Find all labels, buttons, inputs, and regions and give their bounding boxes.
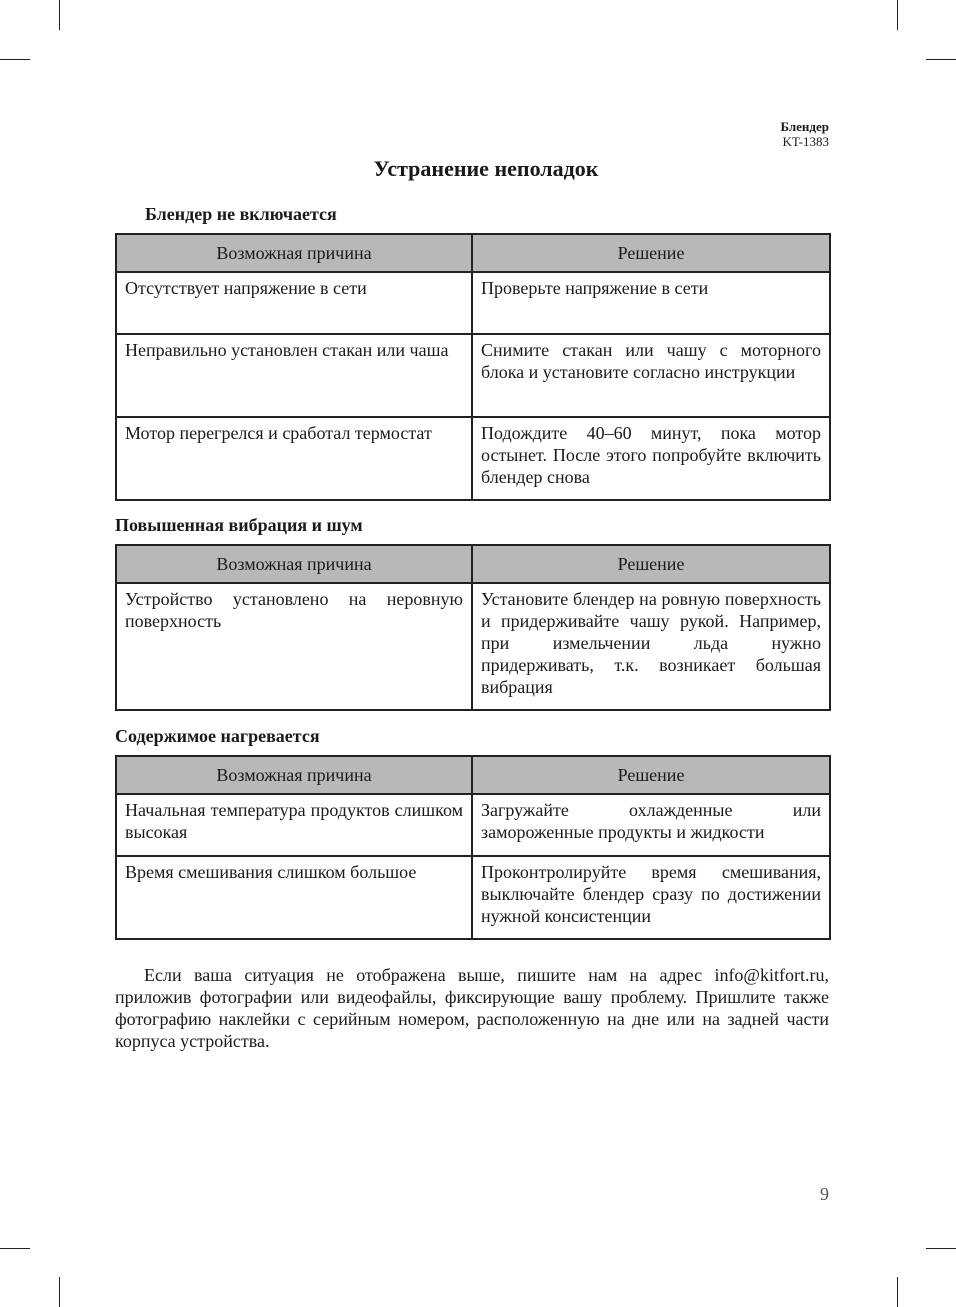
contact-paragraph: Если ваша ситуация не отображена выше, пишите нам на адрес info@kitfort.ru, приложив фотографии или видеофайлы, фиксирующие вашу проблему. Пришлите также фотографию наклейки с серийным номером, расположенную на дне или на задней части корпуса устройства. xyxy=(115,965,829,1051)
section-title: Блендер не включается xyxy=(145,204,337,224)
solution-cell: Снимите стакан или чашу с моторного блока и установите согласно инструкции xyxy=(472,334,830,417)
solution-cell: Установите блендер на ровную поверхность и придерживайте чашу рукой. Например, при измельчении льда нужно придерживать, т.к. возникает большая вибрация xyxy=(472,583,830,710)
cause-cell: Отсутствует напряжение в сети xyxy=(116,272,472,334)
column-header-solution: Решение xyxy=(472,756,830,794)
table-row xyxy=(116,272,830,334)
column-header-cause: Возможная причина xyxy=(116,545,472,583)
page-title: Устранение неполадок xyxy=(373,156,599,181)
solution-cell: Проверьте напряжение в сети xyxy=(472,272,830,334)
column-header-cause: Возможная причина xyxy=(116,756,472,794)
cause-cell: Устройство установлено на неровную поверхность xyxy=(116,583,472,710)
header-model: KT-1383 xyxy=(782,134,829,149)
section-title: Повышенная вибрация и шум xyxy=(115,515,363,535)
table-row xyxy=(116,417,830,500)
crop-mark xyxy=(926,1248,956,1249)
column-header-solution: Решение xyxy=(472,545,830,583)
table-row xyxy=(116,794,830,856)
page-number: 9 xyxy=(820,1184,829,1204)
table-header-row xyxy=(116,545,830,583)
crop-mark xyxy=(926,59,956,60)
crop-mark xyxy=(897,1277,898,1307)
table-row xyxy=(116,583,830,710)
solution-cell: Подождите 40–60 минут, пока мотор остынет. После этого попробуйте включить блендер снова xyxy=(472,417,830,500)
crop-mark xyxy=(59,0,60,30)
crop-mark xyxy=(0,1248,30,1249)
crop-mark xyxy=(59,1277,60,1307)
column-header-cause: Возможная причина xyxy=(116,234,472,272)
section-title: Содержимое нагревается xyxy=(115,726,320,746)
troubleshooting-table xyxy=(115,755,831,940)
column-header-solution: Решение xyxy=(472,234,830,272)
cause-cell: Время смешивания слишком большое xyxy=(116,856,472,939)
table-header-row xyxy=(116,756,830,794)
crop-mark xyxy=(897,0,898,30)
solution-cell: Проконтролируйте время смешивания, выключайте блендер сразу по достижении нужной консистенции xyxy=(472,856,830,939)
table-row xyxy=(116,334,830,417)
table-row xyxy=(116,856,830,939)
cause-cell: Начальная температура продуктов слишком высокая xyxy=(116,794,472,856)
table-header-row xyxy=(116,234,830,272)
cause-cell: Мотор перегрелся и сработал термостат xyxy=(116,417,472,500)
troubleshooting-table xyxy=(115,544,831,711)
crop-mark xyxy=(0,59,30,60)
cause-cell: Неправильно установлен стакан или чаша xyxy=(116,334,472,417)
running-header xyxy=(780,119,829,149)
header-product-name: Блендер xyxy=(780,119,829,134)
troubleshooting-table xyxy=(115,233,831,501)
solution-cell: Загружайте охлажденные или замороженные продукты и жидкости xyxy=(472,794,830,856)
